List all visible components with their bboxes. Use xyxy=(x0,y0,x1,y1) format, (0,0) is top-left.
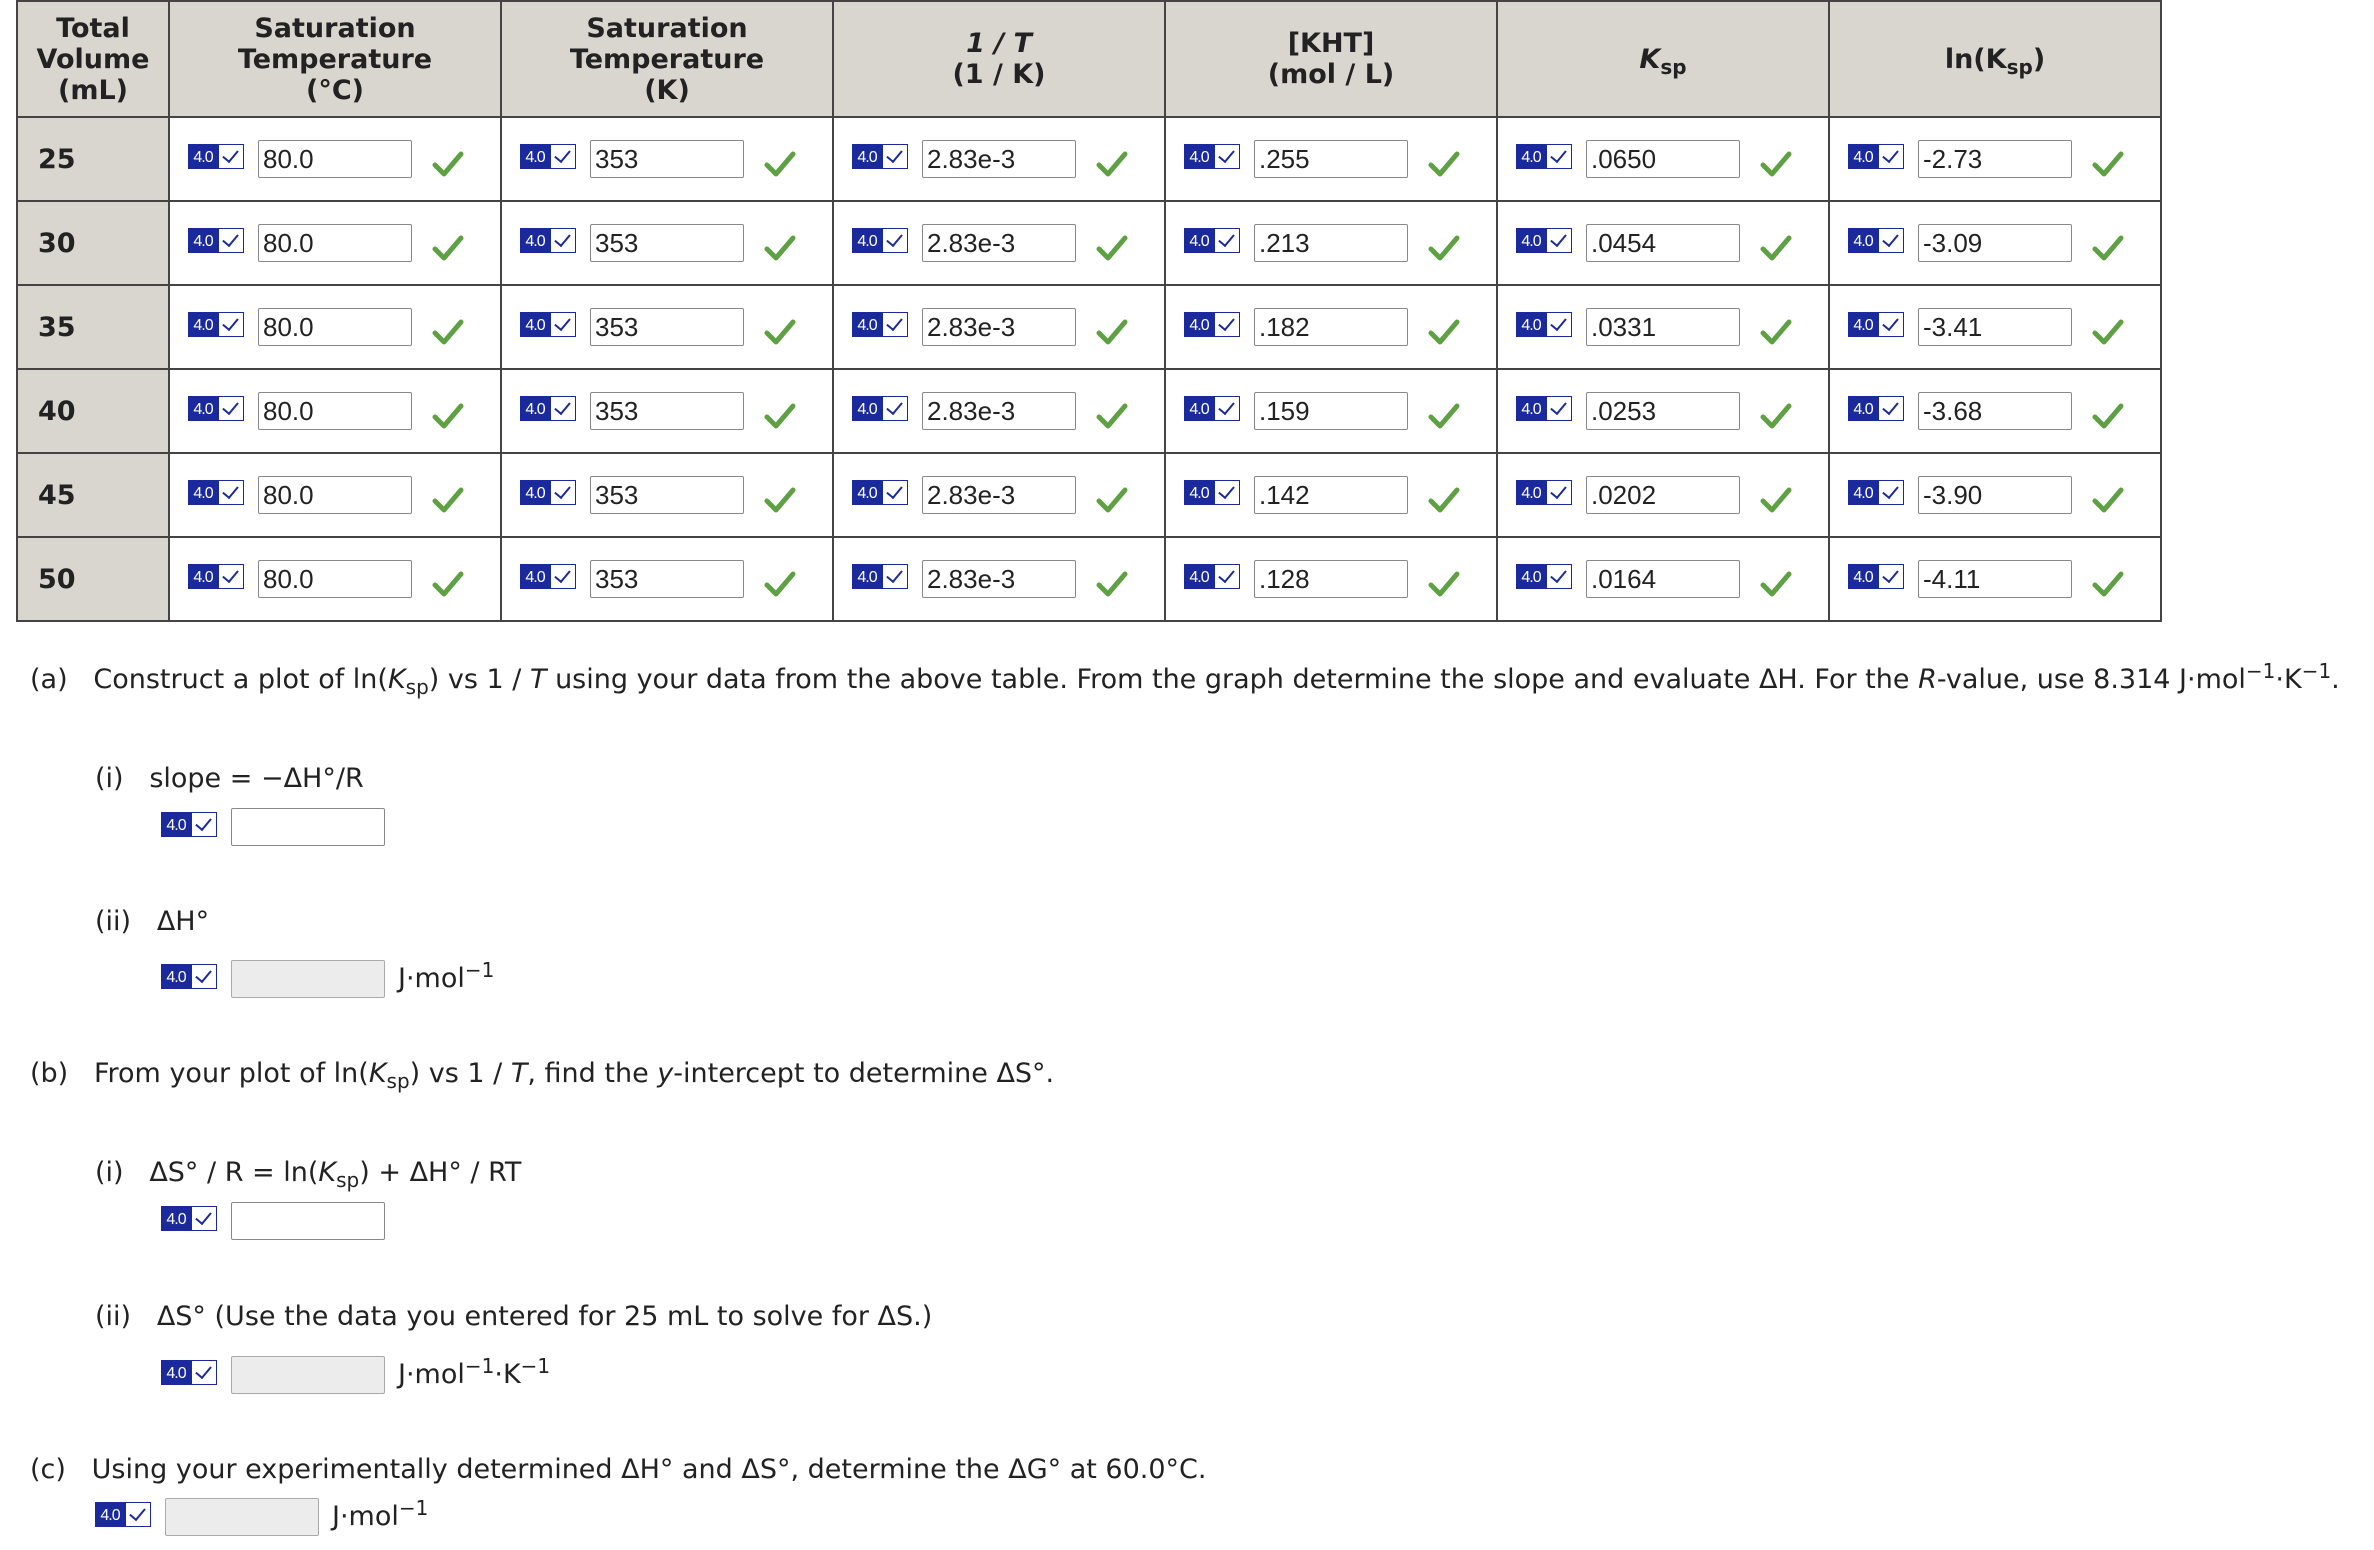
part-b-ii-prompt: (ii) ΔS° (Use the data you entered for 25 mL to solve for ΔS.) xyxy=(95,1301,933,1332)
table-row xyxy=(17,201,2161,285)
correct-checkmark-icon xyxy=(764,402,796,430)
check-icon xyxy=(1878,144,1904,169)
correct-checkmark-icon xyxy=(2092,570,2124,598)
check-icon xyxy=(1878,480,1904,505)
inverse-temp-input[interactable] xyxy=(922,560,1076,598)
answer-cell xyxy=(1498,370,1828,452)
correct-checkmark-icon xyxy=(1096,570,1128,598)
answer-cell xyxy=(170,118,500,200)
correct-checkmark-icon xyxy=(764,234,796,262)
check-icon xyxy=(191,964,217,989)
temp-c-input[interactable] xyxy=(258,476,412,514)
correct-checkmark-icon xyxy=(1096,486,1128,514)
score-badge: 4.0 xyxy=(852,480,908,505)
score-badge: 4.0 xyxy=(520,312,576,337)
ln-ksp-input[interactable] xyxy=(1918,308,2072,346)
header-total-volume: Total Volume (mL) xyxy=(17,1,169,117)
part-a-i-prompt: (i) slope = −ΔH°/R xyxy=(95,763,364,794)
check-icon xyxy=(1214,144,1240,169)
check-icon xyxy=(1214,312,1240,337)
temp-c-input[interactable] xyxy=(258,392,412,430)
score-badge: 4.0 xyxy=(188,564,244,589)
score-badge: 4.0 xyxy=(161,812,217,837)
score-badge: 4.0 xyxy=(852,564,908,589)
answer-cell xyxy=(502,286,832,368)
check-icon xyxy=(1214,480,1240,505)
answer-cell xyxy=(1498,538,1828,620)
check-icon xyxy=(125,1502,151,1527)
check-icon xyxy=(1878,228,1904,253)
table-row xyxy=(17,117,2161,201)
kht-input[interactable] xyxy=(1254,224,1408,262)
score-badge: 4.0 xyxy=(1184,312,1240,337)
ln-ksp-input[interactable] xyxy=(1918,140,2072,178)
correct-checkmark-icon xyxy=(1096,318,1128,346)
total-volume-cell: 35 xyxy=(17,285,169,369)
check-icon xyxy=(1214,228,1240,253)
header-ln-ksp: $\ln(K_{sp})$ xyxy=(1829,1,2161,117)
table-row xyxy=(17,537,2161,621)
answer-cell xyxy=(170,370,500,452)
ksp-input[interactable] xyxy=(1586,140,1740,178)
kht-input[interactable] xyxy=(1254,308,1408,346)
correct-checkmark-icon xyxy=(1760,150,1792,178)
answer-cell xyxy=(502,202,832,284)
inverse-temp-input[interactable] xyxy=(922,392,1076,430)
ln-ksp-input[interactable] xyxy=(1918,476,2072,514)
score-badge: 4.0 xyxy=(1516,144,1572,169)
answer-cell xyxy=(1166,538,1496,620)
correct-checkmark-icon xyxy=(432,570,464,598)
score-badge: 4.0 xyxy=(95,1502,151,1527)
table-cell xyxy=(1497,201,1829,285)
score-badge: 4.0 xyxy=(520,396,576,421)
table-cell xyxy=(501,453,833,537)
answer-cell xyxy=(1830,370,2160,452)
header-ksp: $K_{sp}$ xyxy=(1497,1,1829,117)
answer-cell xyxy=(170,202,500,284)
answer-cell xyxy=(170,538,500,620)
score-badge: 4.0 xyxy=(161,1206,217,1231)
correct-checkmark-icon xyxy=(2092,318,2124,346)
check-icon xyxy=(550,312,576,337)
table-cell xyxy=(1497,453,1829,537)
score-badge: 4.0 xyxy=(1848,396,1904,421)
answer-cell xyxy=(1498,286,1828,368)
temp-c-input[interactable] xyxy=(258,308,412,346)
answer-cell xyxy=(1166,370,1496,452)
correct-checkmark-icon xyxy=(1760,234,1792,262)
score-badge: 4.0 xyxy=(520,480,576,505)
score-badge: 4.0 xyxy=(852,396,908,421)
table-cell xyxy=(1829,453,2161,537)
table-cell xyxy=(1829,201,2161,285)
answer-cell xyxy=(834,454,1164,536)
score-badge: 4.0 xyxy=(161,1360,217,1385)
ksp-input[interactable] xyxy=(1586,308,1740,346)
table-cell xyxy=(1497,285,1829,369)
table-body xyxy=(17,117,2161,621)
temp-c-input[interactable] xyxy=(258,224,412,262)
correct-checkmark-icon xyxy=(1428,402,1460,430)
table-cell xyxy=(1829,537,2161,621)
answer-cell xyxy=(502,454,832,536)
answer-cell xyxy=(170,286,500,368)
check-icon xyxy=(550,396,576,421)
ksp-input[interactable] xyxy=(1586,560,1740,598)
answer-cell xyxy=(1498,118,1828,200)
table-cell xyxy=(1497,537,1829,621)
part-a-ii-prompt: (ii) ΔH° xyxy=(95,906,210,937)
check-icon xyxy=(1546,144,1572,169)
total-volume-cell: 45 xyxy=(17,453,169,537)
table-cell xyxy=(1165,537,1497,621)
total-volume-cell: 25 xyxy=(17,117,169,201)
temp-k-input[interactable] xyxy=(590,476,744,514)
correct-checkmark-icon xyxy=(1760,486,1792,514)
table-cell xyxy=(1497,369,1829,453)
table-cell xyxy=(833,117,1165,201)
answer-cell xyxy=(1498,202,1828,284)
table-cell xyxy=(833,369,1165,453)
ksp-input[interactable] xyxy=(1586,476,1740,514)
temp-k-input[interactable] xyxy=(590,392,744,430)
table-cell xyxy=(501,201,833,285)
score-badge: 4.0 xyxy=(1516,396,1572,421)
correct-checkmark-icon xyxy=(2092,150,2124,178)
table-cell xyxy=(1165,117,1497,201)
table-cell xyxy=(1829,117,2161,201)
table-cell xyxy=(169,453,501,537)
temp-c-input[interactable] xyxy=(258,140,412,178)
answer-cell xyxy=(834,286,1164,368)
correct-checkmark-icon xyxy=(764,570,796,598)
check-icon xyxy=(1878,396,1904,421)
header-inverse-temp: 1 / T (1 / K) xyxy=(833,1,1165,117)
delta-g-input[interactable] xyxy=(165,1498,319,1536)
table-cell xyxy=(501,537,833,621)
table-cell xyxy=(833,453,1165,537)
correct-checkmark-icon xyxy=(1428,150,1460,178)
check-icon xyxy=(1546,480,1572,505)
correct-checkmark-icon xyxy=(764,486,796,514)
table-cell xyxy=(1829,285,2161,369)
table-header-row xyxy=(17,1,2161,117)
temp-k-input[interactable] xyxy=(590,308,744,346)
check-icon xyxy=(882,480,908,505)
check-icon xyxy=(1546,396,1572,421)
data-table xyxy=(16,0,2162,622)
score-badge: 4.0 xyxy=(188,396,244,421)
inverse-temp-input[interactable] xyxy=(922,140,1076,178)
check-icon xyxy=(1214,564,1240,589)
correct-checkmark-icon xyxy=(1428,570,1460,598)
answer-cell xyxy=(1830,454,2160,536)
check-icon xyxy=(882,144,908,169)
correct-checkmark-icon xyxy=(432,150,464,178)
delta-h-input[interactable] xyxy=(231,960,385,998)
temp-k-input[interactable] xyxy=(590,560,744,598)
correct-checkmark-icon xyxy=(764,318,796,346)
temp-c-input[interactable] xyxy=(258,560,412,598)
inverse-temp-input[interactable] xyxy=(922,224,1076,262)
answer-cell xyxy=(170,454,500,536)
table-row xyxy=(17,453,2161,537)
check-icon xyxy=(882,228,908,253)
header-saturation-temp-c: Saturation Temperature (°C) xyxy=(169,1,501,117)
answer-cell xyxy=(1166,118,1496,200)
check-icon xyxy=(550,564,576,589)
table-cell xyxy=(169,369,501,453)
check-icon xyxy=(218,312,244,337)
answer-cell xyxy=(502,370,832,452)
total-volume-cell: 50 xyxy=(17,537,169,621)
score-badge: 4.0 xyxy=(161,964,217,989)
score-badge: 4.0 xyxy=(1516,228,1572,253)
score-badge: 4.0 xyxy=(188,480,244,505)
check-icon xyxy=(218,396,244,421)
answer-cell xyxy=(502,118,832,200)
inverse-temp-input[interactable] xyxy=(922,308,1076,346)
table-cell xyxy=(833,285,1165,369)
check-icon xyxy=(882,312,908,337)
delta-s-over-r-input[interactable] xyxy=(231,1202,385,1240)
correct-checkmark-icon xyxy=(432,402,464,430)
check-icon xyxy=(218,228,244,253)
score-badge: 4.0 xyxy=(188,144,244,169)
correct-checkmark-icon xyxy=(1428,486,1460,514)
ksp-input[interactable] xyxy=(1586,392,1740,430)
answer-cell xyxy=(1830,118,2160,200)
score-badge: 4.0 xyxy=(1516,480,1572,505)
answer-cell xyxy=(502,538,832,620)
table-cell xyxy=(169,285,501,369)
score-badge: 4.0 xyxy=(520,144,576,169)
answer-cell xyxy=(1830,202,2160,284)
correct-checkmark-icon xyxy=(1760,570,1792,598)
score-badge: 4.0 xyxy=(1848,144,1904,169)
total-volume-cell: 30 xyxy=(17,201,169,285)
check-icon xyxy=(191,812,217,837)
check-icon xyxy=(1878,564,1904,589)
check-icon xyxy=(550,144,576,169)
table-cell xyxy=(1165,285,1497,369)
table-cell xyxy=(501,117,833,201)
check-icon xyxy=(191,1206,217,1231)
table-cell xyxy=(833,201,1165,285)
check-icon xyxy=(218,144,244,169)
correct-checkmark-icon xyxy=(1760,318,1792,346)
check-icon xyxy=(550,480,576,505)
table-cell xyxy=(1165,453,1497,537)
correct-checkmark-icon xyxy=(432,318,464,346)
answer-cell xyxy=(1166,286,1496,368)
ln-ksp-input[interactable] xyxy=(1918,392,2072,430)
answer-cell xyxy=(834,202,1164,284)
check-icon xyxy=(218,480,244,505)
check-icon xyxy=(1878,312,1904,337)
part-c-question: (c) Using your experimentally determined ΔH° and ΔS°, determine the ΔG° at 60.0°C. xyxy=(30,1454,1207,1485)
score-badge: 4.0 xyxy=(1848,312,1904,337)
answer-cell xyxy=(834,118,1164,200)
part-b-question: (b) From your plot of $\ln(K_{sp})$ vs 1 / T, find the y-intercept to determine ΔS°. xyxy=(30,1058,1055,1093)
delta-h-unit: J·mol$^{-1}$ xyxy=(398,958,495,994)
kht-input[interactable] xyxy=(1254,560,1408,598)
check-icon xyxy=(882,564,908,589)
check-icon xyxy=(1214,396,1240,421)
table-row xyxy=(17,369,2161,453)
answer-cell xyxy=(1830,286,2160,368)
check-icon xyxy=(882,396,908,421)
part-a-question: (a) Construct a plot of $\ln(K_{sp})$ vs 1 / T using your data from the above table. From the graph determine the slope and evaluate ΔH. For the R-value, use 8.314 $J\cdot mol^{-1}\cdot K^{-1}$. xyxy=(30,659,2340,699)
check-icon xyxy=(191,1360,217,1385)
ln-ksp-input[interactable] xyxy=(1918,224,2072,262)
correct-checkmark-icon xyxy=(1096,234,1128,262)
inverse-temp-input[interactable] xyxy=(922,476,1076,514)
score-badge: 4.0 xyxy=(852,312,908,337)
correct-checkmark-icon xyxy=(2092,486,2124,514)
score-badge: 4.0 xyxy=(1848,480,1904,505)
delta-s-unit: $J\cdot mol^{-1}\cdot K^{-1}$ xyxy=(398,1354,551,1390)
correct-checkmark-icon xyxy=(1760,402,1792,430)
header-saturation-temp-k: Saturation Temperature (K) xyxy=(501,1,833,117)
ksp-input[interactable] xyxy=(1586,224,1740,262)
table-cell xyxy=(1165,201,1497,285)
correct-checkmark-icon xyxy=(1096,402,1128,430)
slope-input[interactable] xyxy=(231,808,385,846)
delta-g-unit: J·mol$^{-1}$ xyxy=(332,1496,429,1532)
table-cell xyxy=(1829,369,2161,453)
score-badge: 4.0 xyxy=(1184,228,1240,253)
check-icon xyxy=(1546,228,1572,253)
table-cell xyxy=(501,369,833,453)
table-cell xyxy=(169,117,501,201)
score-badge: 4.0 xyxy=(1184,480,1240,505)
kht-input[interactable] xyxy=(1254,392,1408,430)
correct-checkmark-icon xyxy=(1428,234,1460,262)
score-badge: 4.0 xyxy=(1516,564,1572,589)
score-badge: 4.0 xyxy=(1184,144,1240,169)
score-badge: 4.0 xyxy=(188,228,244,253)
score-badge: 4.0 xyxy=(1848,564,1904,589)
correct-checkmark-icon xyxy=(432,234,464,262)
table-cell xyxy=(501,285,833,369)
delta-s-input[interactable] xyxy=(231,1356,385,1394)
table-cell xyxy=(833,537,1165,621)
table-cell xyxy=(169,537,501,621)
kht-input[interactable] xyxy=(1254,476,1408,514)
temp-k-input[interactable] xyxy=(590,140,744,178)
check-icon xyxy=(550,228,576,253)
answer-cell xyxy=(1498,454,1828,536)
score-badge: 4.0 xyxy=(188,312,244,337)
score-badge: 4.0 xyxy=(852,144,908,169)
check-icon xyxy=(1546,312,1572,337)
answer-cell xyxy=(834,370,1164,452)
table-cell xyxy=(1165,369,1497,453)
correct-checkmark-icon xyxy=(2092,234,2124,262)
part-b-i-prompt: (i) $\Delta S^\circ / R = \ln(K_{sp}) + \Delta H^\circ$ / RT xyxy=(95,1157,522,1192)
table-row xyxy=(17,285,2161,369)
correct-checkmark-icon xyxy=(764,150,796,178)
score-badge: 4.0 xyxy=(520,564,576,589)
check-icon xyxy=(1546,564,1572,589)
ln-ksp-input[interactable] xyxy=(1918,560,2072,598)
score-badge: 4.0 xyxy=(852,228,908,253)
header-kht-concentration: [KHT] (mol / L) xyxy=(1165,1,1497,117)
correct-checkmark-icon xyxy=(432,486,464,514)
correct-checkmark-icon xyxy=(1428,318,1460,346)
correct-checkmark-icon xyxy=(2092,402,2124,430)
temp-k-input[interactable] xyxy=(590,224,744,262)
table-cell xyxy=(169,201,501,285)
correct-checkmark-icon xyxy=(1096,150,1128,178)
score-badge: 4.0 xyxy=(1516,312,1572,337)
score-badge: 4.0 xyxy=(1184,564,1240,589)
kht-input[interactable] xyxy=(1254,140,1408,178)
answer-cell xyxy=(1830,538,2160,620)
score-badge: 4.0 xyxy=(1848,228,1904,253)
check-icon xyxy=(218,564,244,589)
total-volume-cell: 40 xyxy=(17,369,169,453)
table-cell xyxy=(1497,117,1829,201)
score-badge: 4.0 xyxy=(520,228,576,253)
answer-cell xyxy=(1166,202,1496,284)
answer-cell xyxy=(1166,454,1496,536)
score-badge: 4.0 xyxy=(1184,396,1240,421)
answer-cell xyxy=(834,538,1164,620)
